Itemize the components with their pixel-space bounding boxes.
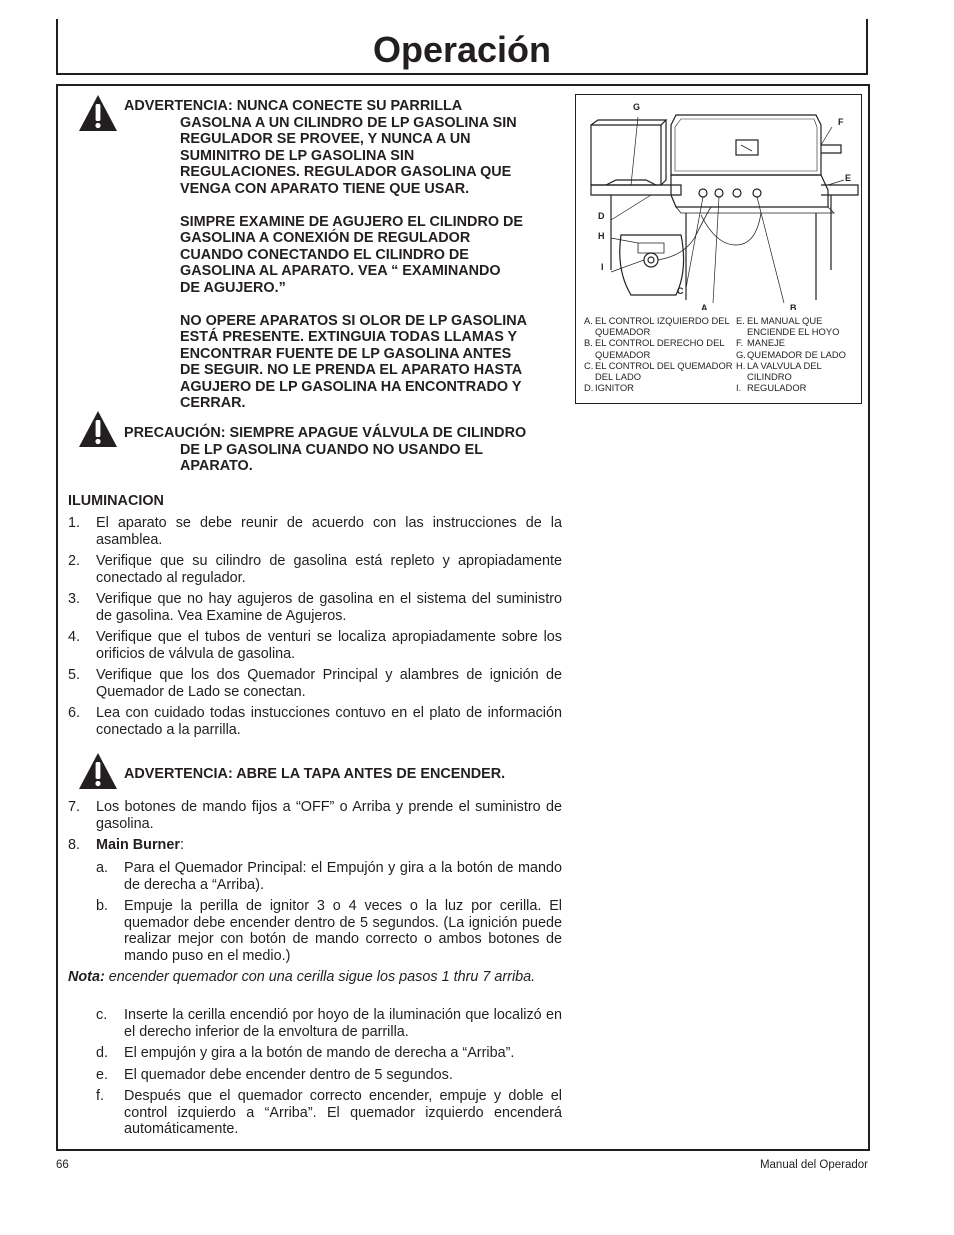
legend-item: B. EL CONTROL DERECHO DEL QUEMADOR	[584, 337, 725, 360]
legend-item: F. MANEJE	[736, 337, 786, 349]
list-item: 1. El aparato se debe reunir de acuerdo con las instrucciones de la asamblea.	[68, 515, 562, 548]
callout-d: D	[598, 211, 605, 221]
callout-h: H	[598, 231, 605, 241]
legend-column-left	[584, 315, 736, 393]
callout-g: G	[633, 102, 641, 112]
substeps-list-1	[96, 860, 562, 969]
page-title: Operación	[372, 29, 552, 70]
caution-line: APARATO.	[180, 458, 253, 474]
legend-item: A. EL CONTROL IZQUIERDO DEL QUEMADOR	[584, 315, 730, 338]
callout-f: F	[838, 117, 844, 127]
list-item: a. Para el Quemador Principal: el Empujón y gira a la botón de mando de derecha a “Arriba).	[96, 860, 562, 893]
warning-line: DE AGUJERO.”	[180, 279, 286, 296]
legend-column-right	[736, 315, 858, 393]
warning-line: CUANDO CONECTANDO EL CILINDRO DE	[180, 246, 469, 263]
warning-line: ENCONTRAR FUENTE DE LP GASOLINA ANTES	[180, 345, 512, 362]
section-heading: ILUMINACION	[68, 493, 164, 509]
warning-line: DE SEGUIR. NO LE PRENDA EL APARATO HASTA	[180, 362, 523, 378]
list-item: f. Después que el quemador correcto encender, empuje y doble el control izquierdo a “Arriba”. El quemador izquierdo encenderá automáticamente.	[96, 1088, 562, 1137]
warning-line: REGULADOR SE PROVEE, Y NUNCA A UN	[180, 131, 471, 147]
warning-lead: ADVERTENCIA: NUNCA CONECTE SU PARRILLA	[124, 98, 463, 114]
legend-item: D. IGNITOR	[584, 382, 634, 394]
list-item: 6. Lea con cuidado todas instucciones contuvo en el plato de información conectado a la parrilla.	[68, 705, 562, 738]
note	[68, 969, 562, 986]
grill-illustration	[576, 95, 861, 310]
note-label: Nota:	[68, 969, 105, 985]
list-item: b. Empuje la perilla de ignitor 3 o 4 veces o la luz por cerilla. El quemador debe encender dentro de 5 segundos. (La ignición puede realizar mejor con botón de mando correcto o ambos botones de mando puso en el medio.)	[96, 898, 562, 964]
warning-line: GASOLINA AL APARATO. VEA “ EXAMINANDO	[180, 263, 501, 279]
callout-e: E	[845, 173, 852, 183]
list-item: c. Inserte la cerilla encendió por hoyo de la iluminación que localizó en el derecho inferior de la envoltura de parrilla.	[96, 1007, 562, 1040]
callout-i: I	[601, 262, 604, 272]
list-item: 7. Los botones de mando fijos a “OFF” o Arriba y prende el suministro de gasolina.	[68, 799, 562, 832]
warning-line: ESTÁ PRESENTE. EXTINGUIA TODAS LLAMAS Y	[180, 329, 518, 345]
legend-item: E. EL MANUAL QUE ENCIENDE EL HOYO	[736, 315, 840, 338]
steps-list-2	[68, 799, 562, 859]
warning-triangle-icon	[78, 94, 118, 132]
callout-b: B	[790, 303, 797, 310]
steps-list	[68, 515, 562, 743]
list-item: 2. Verifique que su cilindro de gasolina está repleto y apropiadamente conectado al regulador.	[68, 553, 562, 586]
warning-text-3: ADVERTENCIA: ABRE LA TAPA ANTES DE ENCENDER.	[124, 766, 506, 782]
callout-c: C	[677, 286, 684, 296]
warning-line: SIMPRE EXAMINE DE AGUJERO EL CILINDRO DE	[180, 213, 524, 230]
warning-text-2	[124, 425, 526, 475]
list-item: 3. Verifique que no hay agujeros de gasolina en el sistema del suministro de gasolina. Vea Examine de Agujeros.	[68, 591, 562, 624]
list-item: 4. Verifique que el tubos de venturi se localiza apropiadamente sobre los orificios de válvula de gasolina.	[68, 629, 562, 662]
page-number: 66	[56, 1159, 69, 1171]
warning-line: REGULACIONES. REGULADOR GASOLINA QUE	[180, 164, 512, 180]
legend-item: C. EL CONTROL DEL QUEMADOR DEL LADO	[584, 359, 733, 383]
warning-line: AGUJERO DE LP GASOLINA HA ENCONTRADO Y	[180, 378, 522, 395]
warning-line: VENGA CON APARATO TIENE QUE USAR.	[180, 180, 470, 197]
warning-triangle-icon	[78, 410, 118, 448]
list-item: d. El empujón y gira a la botón de mando de derecha a “Arriba”.	[96, 1045, 515, 1061]
caution-lead: PRECAUCIÓN: SIEMPRE APAGUE VÁLVULA DE CILINDRO	[124, 425, 527, 441]
warning-line: NO OPERE APARATOS SI OLOR DE LP GASOLINA	[180, 312, 528, 329]
warning-line: GASOLNA A UN CILINDRO DE LP GASOLINA SIN	[180, 114, 517, 131]
main-burner-label: Main Burner	[96, 837, 180, 853]
substeps-list-2	[96, 1007, 562, 1143]
note-text: encender quemador con una cerilla sigue los pasos 1 thru 7 arriba.	[104, 969, 536, 985]
callout-a: A	[701, 303, 708, 310]
title-box	[56, 19, 868, 75]
legend-item: G. QUEMADOR DE LADO	[736, 348, 846, 360]
legend-item: I. REGULADOR	[736, 382, 807, 394]
legend-item: H. LA VALVULA DEL CILINDRO	[736, 359, 822, 383]
warning-line: SUMINITRO DE LP GASOLINA SIN	[180, 147, 415, 164]
caution-line: DE LP GASOLINA CUANDO NO USANDO EL	[180, 441, 484, 458]
warning-text-1	[124, 98, 527, 428]
warning-line: CERRAR.	[180, 395, 246, 411]
list-item: 5. Verifique que los dos Quemador Principal y alambres de ignición de Quemador de Lado se conectan.	[68, 667, 562, 700]
warning-triangle-icon	[78, 752, 118, 790]
warning-line: GASOLINA A CONEXIÓN DE REGULADOR	[180, 230, 471, 246]
grill-figure	[575, 94, 862, 404]
manual-name: Manual del Operador	[759, 1159, 868, 1171]
list-item: e. El quemador debe encender dentro de 5 segundos.	[96, 1066, 453, 1083]
list-item: 8. Main Burner:	[68, 837, 184, 853]
